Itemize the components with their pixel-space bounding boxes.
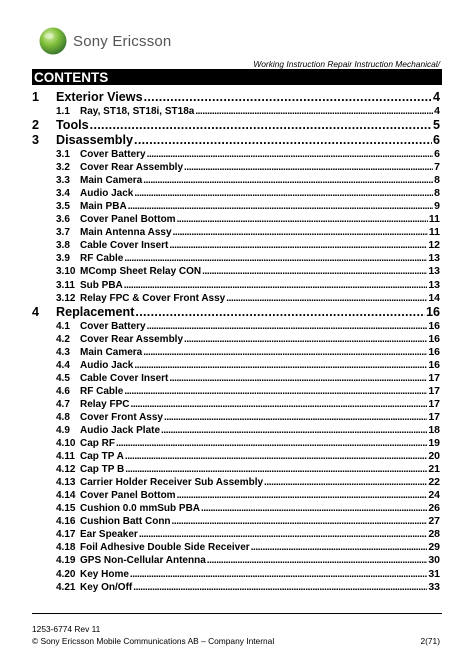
toc-entry-title: Relay FPC & Cover Front Assy <box>80 292 226 304</box>
toc-dot-leader <box>134 133 432 148</box>
toc-entry-number: 4.21 <box>56 581 76 593</box>
toc-dot-leader <box>264 476 427 489</box>
toc-section-entry[interactable] <box>32 239 440 252</box>
toc-entry-number: 3 <box>32 133 40 148</box>
toc-dot-leader <box>147 148 434 161</box>
toc-entry-title: RF Cable <box>80 253 124 265</box>
toc-section-entry[interactable] <box>32 476 440 489</box>
toc-entry-title: Foil Adhesive Double Side Receiver <box>80 542 250 554</box>
toc-entry-number: 3.3 <box>56 175 70 187</box>
toc-dot-leader <box>134 359 427 372</box>
toc-entry-title: Cover Panel Bottom <box>80 214 176 226</box>
toc-entry-page: 4 <box>434 105 440 117</box>
toc-entry-title: Relay FPC <box>80 398 130 410</box>
toc-section-entry[interactable] <box>32 554 440 567</box>
toc-dot-leader <box>135 305 425 320</box>
footer-doc-number: 1253-6774 Rev 11 <box>32 624 101 634</box>
toc-entry-title: Audio Jack <box>80 188 134 200</box>
toc-entry-page: 21 <box>428 463 440 476</box>
toc-entry-title: Main Antenna Assy <box>80 227 172 239</box>
toc-section-entry[interactable] <box>32 346 440 359</box>
toc-entry-title: Cushion 0.0 mmSub PBA <box>80 503 201 515</box>
toc-entry-title: Cover Battery <box>80 149 146 161</box>
toc-entry-number: 4.7 <box>56 398 70 410</box>
toc-entry-title: Replacement <box>56 304 135 319</box>
toc-section-entry[interactable] <box>32 161 440 174</box>
toc-entry-page: 22 <box>428 476 440 489</box>
toc-entry-title: GPS Non-Cellular Antenna <box>80 555 206 567</box>
toc-entry-title: Audio Jack Plate <box>80 424 161 436</box>
toc-section-entry[interactable] <box>32 528 440 541</box>
toc-section-entry[interactable] <box>32 292 440 305</box>
toc-entry-page: 8 <box>434 174 440 187</box>
sony-ericsson-logo-icon <box>38 26 68 56</box>
toc-dot-leader <box>169 239 427 252</box>
toc-section-entry[interactable] <box>32 411 440 424</box>
toc-entry-number: 1 <box>32 90 40 104</box>
toc-entry-title: Cover Battery <box>80 320 146 332</box>
toc-entry-number: 3.5 <box>56 201 70 213</box>
toc-dot-leader <box>124 252 427 265</box>
toc-section-entry[interactable] <box>32 200 440 213</box>
toc-entry-title: Cover Panel Bottom <box>80 490 176 502</box>
toc-section-entry[interactable] <box>32 541 440 554</box>
toc-entry-page: 28 <box>428 528 440 541</box>
toc-section-entry[interactable] <box>32 148 440 161</box>
toc-dot-leader <box>130 568 427 581</box>
toc-section-entry[interactable] <box>32 333 440 346</box>
toc-entry-page: 24 <box>428 489 440 502</box>
toc-dot-leader <box>128 200 433 213</box>
footer-copyright: © Sony Ericsson Mobile Communications AB – Company Internal <box>32 636 275 646</box>
toc-entry-title: Disassembly <box>56 133 134 148</box>
toc-section-entry[interactable] <box>32 398 440 411</box>
toc-entry-page: 16 <box>428 358 440 371</box>
toc-section-entry[interactable] <box>32 568 440 581</box>
toc-entry-title: Exterior Views <box>56 90 143 104</box>
toc-section-entry[interactable] <box>32 581 440 594</box>
toc-entry-number: 3.2 <box>56 162 70 174</box>
toc-section-entry[interactable] <box>32 437 440 450</box>
toc-section-entry[interactable] <box>32 450 440 463</box>
toc-entry-page: 9 <box>434 200 440 213</box>
toc-dot-leader <box>147 320 428 333</box>
toc-entry-number: 4.19 <box>56 555 76 567</box>
toc-entry-number: 4.4 <box>56 359 70 371</box>
toc-entry-page: 7 <box>434 161 440 174</box>
toc-entry-title: Main PBA <box>80 201 127 213</box>
toc-entry-page: 16 <box>428 319 440 332</box>
toc-entry-page: 17 <box>428 384 440 397</box>
toc-entry-title: Cover Rear Assembly <box>80 333 184 345</box>
toc-chapter-entry[interactable] <box>32 118 440 133</box>
toc-section-entry[interactable] <box>32 265 440 278</box>
toc-entry-page: 8 <box>434 187 440 200</box>
toc-dot-leader <box>143 346 427 359</box>
toc-entry-number: 4.14 <box>56 490 76 502</box>
toc-entry-title: Ear Speaker <box>80 529 138 541</box>
toc-dot-leader <box>161 424 427 437</box>
toc-section-entry[interactable] <box>32 489 440 502</box>
toc-dot-leader <box>164 411 427 424</box>
toc-entry-title: Sub PBA <box>80 279 123 291</box>
toc-entry-page: 5 <box>432 118 440 133</box>
toc-entry-number: 4.8 <box>56 411 70 423</box>
toc-entry-number: 3.9 <box>56 253 70 265</box>
toc-entry-title: Cover Rear Assembly <box>80 162 184 174</box>
toc-entry-number: 4.2 <box>56 333 70 345</box>
toc-dot-leader <box>130 398 427 411</box>
toc-entry-page: 33 <box>428 580 440 593</box>
toc-entry-page: 29 <box>428 541 440 554</box>
toc-entry-title: Cap TP A <box>80 451 124 463</box>
toc-entry-page: 11 <box>428 213 440 226</box>
toc-entry-number: 4.6 <box>56 385 70 397</box>
toc-entry-number: 3.4 <box>56 188 70 200</box>
toc-entry-title: Cap RF <box>80 438 115 450</box>
toc-entry-number: 1.1 <box>56 106 70 117</box>
toc-entry-page: 27 <box>428 515 440 528</box>
toc-entry-number: 4.5 <box>56 372 70 384</box>
toc-entry-page: 6 <box>432 133 440 148</box>
toc-section-entry[interactable] <box>32 174 440 187</box>
toc-section-entry[interactable] <box>32 424 440 437</box>
footer-page-number: 2(71) <box>420 636 440 646</box>
toc-entry-number: 3.7 <box>56 227 70 239</box>
toc-section-entry[interactable] <box>32 502 440 515</box>
toc-entry-number: 4.13 <box>56 477 76 489</box>
contents-title: CONTENTS <box>32 70 442 85</box>
toc-section-entry[interactable] <box>32 105 440 118</box>
toc-entry-title: Cover Front Assy <box>80 411 163 423</box>
toc-entry-number: 4.1 <box>56 320 70 332</box>
toc-entry-number: 4 <box>32 304 40 319</box>
toc-entry-title: Key On/Off <box>80 581 133 593</box>
toc-entry-number: 3.11 <box>56 279 75 291</box>
toc-entry-number: 4.10 <box>56 438 76 450</box>
toc-entry-number: 3.1 <box>56 149 70 161</box>
toc-entry-page: 13 <box>428 265 440 278</box>
toc-entry-title: Cable Cover Insert <box>80 240 169 252</box>
toc-section-entry[interactable] <box>32 359 440 372</box>
toc-dot-leader <box>169 372 427 385</box>
toc-entry-page: 14 <box>428 291 440 304</box>
header-note: Working Instruction Repair Instruction Mechanical/ <box>253 59 440 69</box>
toc-section-entry[interactable] <box>32 372 440 385</box>
toc-dot-leader <box>177 213 428 226</box>
toc-entry-page: 19 <box>428 437 440 450</box>
toc-entry-title: Key Home <box>80 568 129 580</box>
toc-entry-number: 4.11 <box>56 451 75 463</box>
toc-chapter-entry[interactable] <box>32 133 440 148</box>
toc-dot-leader <box>116 437 427 450</box>
footer-divider <box>32 613 442 614</box>
toc-entry-page: 20 <box>428 450 440 463</box>
toc-dot-leader <box>125 463 427 476</box>
toc-dot-leader <box>125 450 427 463</box>
toc-section-entry[interactable] <box>32 515 440 528</box>
toc-entry-page: 12 <box>428 239 440 252</box>
toc-entry-number: 4.15 <box>56 503 76 515</box>
toc-dot-leader <box>143 174 433 187</box>
toc-entry-number: 2 <box>32 118 40 133</box>
toc-dot-leader <box>173 226 428 239</box>
brand-logo <box>38 25 178 57</box>
toc-section-entry[interactable] <box>32 252 440 265</box>
toc-dot-leader <box>124 279 428 292</box>
toc-entry-page: 18 <box>428 423 440 436</box>
toc-dot-leader <box>251 541 428 554</box>
toc-entry-title: Tools <box>56 118 89 133</box>
toc-dot-leader <box>201 502 427 515</box>
toc-dot-leader <box>226 292 427 305</box>
toc-dot-leader <box>184 161 433 174</box>
toc-entry-page: 26 <box>428 502 440 515</box>
toc-entry-number: 4.3 <box>56 346 70 358</box>
toc-entry-page: 6 <box>434 148 440 161</box>
toc-entry-number: 3.8 <box>56 240 70 252</box>
toc-entry-title: Cushion Batt Conn <box>80 516 171 528</box>
toc-section-entry[interactable] <box>32 385 440 398</box>
toc-entry-title: Cable Cover Insert <box>80 372 169 384</box>
toc-entry-title: Carrier Holder Receiver Sub Assembly <box>80 477 264 489</box>
toc-entry-title: Audio Jack <box>80 359 134 371</box>
toc-section-entry[interactable] <box>32 187 440 200</box>
toc-dot-leader <box>90 118 432 133</box>
toc-section-entry[interactable] <box>32 213 440 226</box>
toc-entry-page: 16 <box>428 332 440 345</box>
toc-entry-number: 4.20 <box>56 568 76 580</box>
toc-dot-leader <box>184 333 427 346</box>
toc-entry-title: Ray, ST18, ST18i, ST18a <box>80 106 195 117</box>
toc-entry-number: 4.18 <box>56 542 76 554</box>
toc-entry-title: Main Camera <box>80 346 143 358</box>
toc-entry-page: 16 <box>428 345 440 358</box>
toc-dot-leader <box>133 581 427 594</box>
toc-entry-number: 4.16 <box>56 516 76 528</box>
toc-entry-page: 16 <box>425 304 440 319</box>
toc-entry-number: 4.17 <box>56 529 76 541</box>
toc-section-entry[interactable] <box>32 463 440 476</box>
toc-entry-number: 3.6 <box>56 214 70 226</box>
toc-entry-title: RF Cable <box>80 385 124 397</box>
toc-entry-page: 13 <box>428 278 440 291</box>
toc-section-entry[interactable] <box>32 320 440 333</box>
toc-entry-number: 3.12 <box>56 292 76 304</box>
toc-section-entry[interactable] <box>32 279 440 292</box>
toc-section-entry[interactable] <box>32 226 440 239</box>
toc-entry-page: 17 <box>428 371 440 384</box>
toc-entry-number: 3.10 <box>56 266 76 278</box>
toc-entry-title: MComp Sheet Relay CON <box>80 266 202 278</box>
toc-dot-leader <box>195 105 433 118</box>
toc-dot-leader <box>172 515 428 528</box>
toc-dot-leader <box>139 528 427 541</box>
toc-entry-title: Cap TP B <box>80 464 125 476</box>
toc-entry-page: 17 <box>428 410 440 423</box>
toc-entry-page: 17 <box>428 397 440 410</box>
toc-dot-leader <box>177 489 428 502</box>
toc-entry-number: 4.12 <box>56 464 76 476</box>
toc-dot-leader <box>124 385 427 398</box>
toc-entry-number: 4.9 <box>56 424 70 436</box>
toc-entry-page: 11 <box>428 226 440 239</box>
toc-entry-page: 13 <box>428 252 440 265</box>
toc-dot-leader <box>207 554 428 567</box>
toc-dot-leader <box>144 90 432 105</box>
toc-entry-page: 4 <box>432 90 440 104</box>
toc-chapter-entry[interactable] <box>32 305 440 320</box>
toc-entry-page: 30 <box>428 554 440 567</box>
toc-entry-title: Main Camera <box>80 175 143 187</box>
toc-dot-leader <box>134 187 433 200</box>
toc-dot-leader <box>202 265 427 278</box>
toc-entry-page: 31 <box>428 567 440 580</box>
brand-name: Sony Ericsson <box>73 32 172 50</box>
toc-chapter-entry[interactable] <box>32 90 440 105</box>
table-of-contents <box>32 90 440 594</box>
